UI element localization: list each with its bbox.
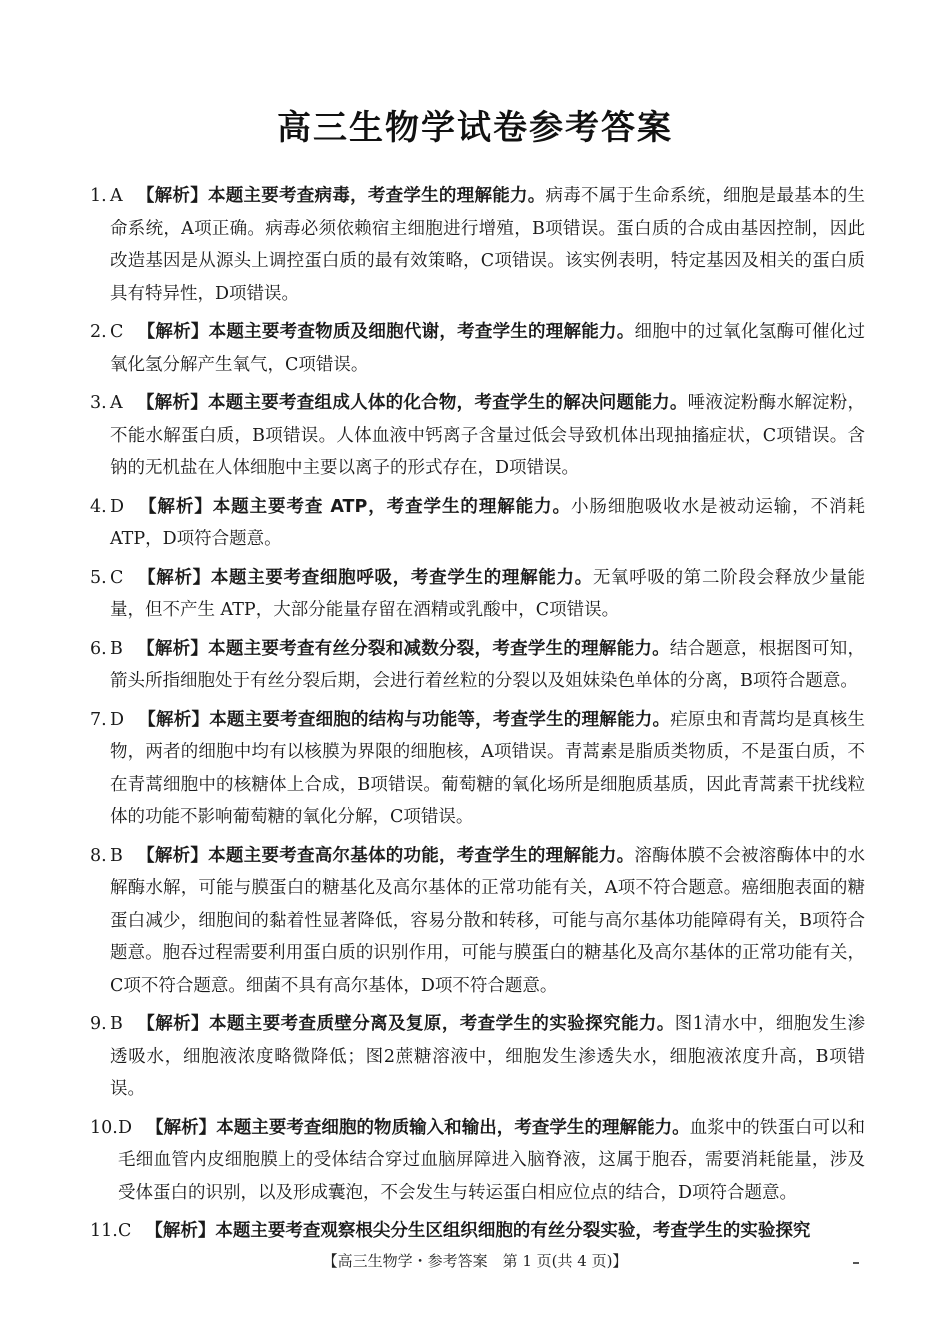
analysis-text: 唾液淀粉酶水解淀粉，不能水解蛋白质，B项错误。人体血液中钙离子含量过低会导致机体出现抽搐症状，C项错误。含钠的无机盐在人体细胞中主要以离子的形式存在，D项错误。: [110, 393, 866, 478]
item-number: 9.: [90, 1014, 107, 1034]
answer-item: [90, 1215, 865, 1248]
analysis-tag: 【解析】: [145, 1221, 216, 1241]
item-number: 4.: [90, 496, 107, 517]
answer-item: [90, 704, 865, 834]
answer-letter: C: [118, 1221, 132, 1241]
answer-letter: C: [110, 567, 124, 588]
analysis-tag: 【解析】: [137, 567, 211, 588]
analysis-lead: 本题主要考查细胞的物质输入和输出，考查学生的理解能力。: [216, 1117, 690, 1138]
analysis-text: 结合题意，根据图可知，箭头所指细胞处于有丝分裂后期，会进行着丝粒的分裂以及姐妹染色单体的分离，B项符合题意。: [110, 638, 866, 691]
page-title: 高三生物学试卷参考答案: [277, 108, 673, 148]
item-number: 2.: [90, 322, 107, 342]
answer-item: [90, 562, 865, 627]
analysis-lead: 本题主要考查病毒，考查学生的理解能力。: [207, 186, 546, 206]
analysis-lead: 本题主要考查高尔基体的功能，考查学生的理解能力。: [208, 845, 635, 866]
analysis-text: 细胞中的过氧化氢酶可催化过氧化氢分解产生氧气，C项错误。: [110, 322, 866, 375]
analysis-tag: 【解析】: [138, 496, 213, 517]
page-footer: 【高三生物学・参考答案 第 1 页(共 4 页)】: [322, 1252, 628, 1270]
analysis-lead: 本题主要考查 ATP，考查学生的理解能力。: [212, 496, 571, 517]
analysis-tag: 【解析】: [138, 709, 210, 730]
analysis-tag: 【解析】: [136, 1014, 209, 1034]
answer-letter: B: [110, 845, 123, 866]
analysis-lead: 本题主要考查物质及细胞代谢，考查学生的理解能力。: [208, 322, 635, 342]
analysis-lead: 本题主要考查细胞呼吸，考查学生的理解能力。: [210, 567, 593, 588]
answer-list: [90, 180, 865, 1254]
item-number: 8.: [90, 845, 107, 866]
analysis-text: 无氧呼吸的第二阶段会释放少量能量，但不产生 ATP，大部分能量存留在酒精或乳酸中，C项错误。: [110, 567, 866, 620]
analysis-tag: 【解析】: [136, 638, 209, 659]
analysis-text: 血浆中的铁蛋白可以和毛细血管内皮细胞膜上的受体结合穿过血脑屏障进入脑脊液，这属于胞吞，需要消耗能量，涉及受体蛋白的识别，以及形成囊泡，不会发生与转运蛋白相应位点的结合，D项符合题意。: [118, 1117, 866, 1203]
analysis-text: 小肠细胞吸收水是被动运输，不消耗 ATP，D项符合题意。: [110, 496, 866, 549]
answer-letter: D: [110, 496, 125, 517]
analysis-text: 溶酶体膜不会被溶酶体中的水解酶水解，可能与膜蛋白的糖基化及高尔基体的正常功能有关，A项不符合题意。癌细胞表面的糖蛋白减少，细胞间的黏着性显著降低，容易分散和转移，可能与高尔基体功能障碍有关，B项符合题意。胞吞过程需要利用蛋白质的识别作用，可能与膜蛋白的糖基化及高尔基体的正常功能有关，C项不符合题意。细菌不具有高尔基体，D项不符合题意。: [110, 845, 865, 996]
item-number: 5.: [90, 567, 107, 588]
item-number: 11.: [90, 1221, 118, 1241]
answer-letter: B: [110, 1014, 123, 1034]
answer-letter: A: [110, 186, 123, 206]
answer-letter: A: [110, 393, 123, 413]
analysis-text: 病毒不属于生命系统，细胞是最基本的生命系统，A项正确。病毒必须依赖宿主细胞进行增殖，B项错误。蛋白质的合成由基因控制，因此改造基因是从源头上调控蛋白质的最有效策略，C项错误。该实例表明，特定基因及相关的蛋白质具有特异性，D项错误。: [110, 186, 866, 304]
item-number: 6.: [90, 638, 107, 659]
analysis-lead: 本题主要考查有丝分裂和减数分裂，考查学生的理解能力。: [208, 638, 670, 659]
answer-letter: B: [110, 638, 123, 659]
item-number: 1.: [90, 186, 107, 206]
analysis-tag: 【解析】: [136, 393, 208, 413]
answer-letter: C: [110, 322, 124, 342]
answer-letter: D: [118, 1117, 133, 1138]
analysis-text: 疟原虫和青蒿均是真核生物，两者的细胞中均有以核膜为界限的细胞核，A项错误。青蒿素是脂质类物质，不是蛋白质，不在青蒿细胞中的核糖体上合成，B项错误。葡萄糖的氧化场所是细胞质基质，因此青蒿素干扰线粒体的功能不影响葡萄糖的氧化分解，C项错误。: [110, 709, 866, 827]
analysis-lead: 本题主要考查质壁分离及复原，考查学生的实验探究能力。: [208, 1014, 675, 1034]
answer-item: [90, 1112, 865, 1210]
corner-mark: [853, 1262, 859, 1264]
answer-item: [90, 1008, 865, 1106]
item-number: 3.: [90, 393, 107, 413]
analysis-tag: 【解析】: [146, 1117, 217, 1138]
analysis-tag: 【解析】: [137, 322, 209, 342]
item-number: 10.: [90, 1117, 118, 1138]
analysis-lead: 本题主要考查细胞的结构与功能等，考查学生的理解能力。: [209, 709, 671, 730]
item-number: 7.: [90, 709, 107, 730]
analysis-lead: 本题主要考查组成人体的化合物，考查学生的解决问题能力。: [207, 393, 688, 413]
answer-item: [90, 840, 865, 1003]
analysis-tag: 【解析】: [136, 186, 208, 206]
analysis-text: 图1清水中，细胞发生渗透吸水，细胞液浓度略微降低；图2蔗糖溶液中，细胞发生渗透失水，细胞液浓度升高，B项错误。: [110, 1014, 866, 1099]
answer-item: [90, 387, 865, 485]
answer-letter: D: [110, 709, 125, 730]
answer-item: [90, 491, 865, 556]
analysis-tag: 【解析】: [136, 845, 209, 866]
answer-item: [90, 180, 865, 310]
answer-item: [90, 633, 865, 698]
analysis-lead: 本题主要考查观察根尖分生区组织细胞的有丝分裂实验，考查学生的实验探究: [215, 1221, 811, 1241]
answer-item: [90, 316, 865, 381]
